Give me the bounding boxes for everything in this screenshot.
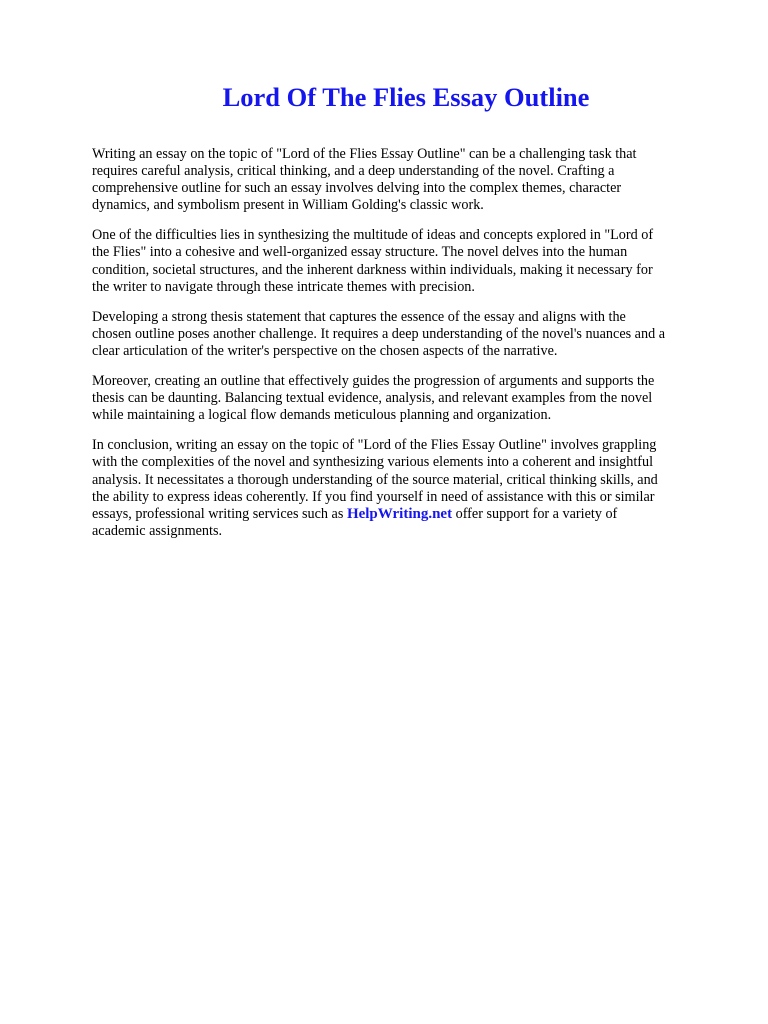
paragraph-2 (92, 227, 724, 295)
paragraph-line: dynamics, and symbolism present in William Golding's classic work. (92, 197, 484, 214)
paragraph-line: One of the difficulties lies in synthesizing the multitude of ideas and concepts explored in "Lord of (92, 227, 654, 244)
paragraph-line: analysis. It necessitates a thorough understanding of the source material, critical thinking skills, and (92, 471, 658, 488)
paragraph-line: In conclusion, writing an essay on the topic of "Lord of the Flies Essay Outline" involves grappling (92, 437, 657, 454)
paragraph-5 (92, 437, 724, 540)
paragraph-line: requires careful analysis, critical thinking, and a deep understanding of the novel. Crafting a (92, 163, 615, 180)
paragraph-line: the writer to navigate through these intricate themes with precision. (92, 278, 475, 295)
link-lead-text: essays, professional writing services such as (92, 505, 347, 522)
paragraph-line: the Flies" into a cohesive and well-organized essay structure. The novel delves into the human (92, 244, 628, 261)
paragraph-line: the ability to express ideas coherently. If you find yourself in need of assistance with this or similar (92, 488, 655, 505)
paragraph-line: while maintaining a logical flow demands meticulous planning and organization. (92, 407, 552, 424)
paragraph-line: Writing an essay on the topic of "Lord of the Flies Essay Outline" can be a challenging task that (92, 146, 637, 162)
paragraph-line: chosen outline poses another challenge. It requires a deep understanding of the novel's nuances and a (92, 325, 666, 342)
essay-body (92, 146, 724, 553)
link-trail-text: offer support for a variety of (452, 505, 618, 522)
paragraph-line-with-link (92, 506, 724, 523)
helpwriting-link[interactable]: HelpWriting.net (346, 505, 453, 522)
paragraph-line: comprehensive outline for such an essay involves delving into the complex themes, character (92, 180, 622, 197)
paragraph-line: thesis can be daunting. Balancing textual evidence, analysis, and relevant examples from the novel (92, 390, 653, 407)
page-title: Lord Of The Flies Essay Outline (222, 82, 590, 112)
paragraph-line: condition, societal structures, and the inherent darkness within individuals, making it necessary for (92, 261, 653, 278)
paragraph-line: clear articulation of the writer's perspective on the chosen aspects of the narrative. (92, 342, 558, 359)
paragraph-line: academic assignments. (92, 522, 223, 539)
paragraph-line: with the complexities of the novel and synthesizing various elements into a coherent and insightful (92, 454, 654, 471)
paragraph-4 (92, 373, 724, 424)
paragraph-line: Developing a strong thesis statement that captures the essence of the essay and aligns with the (92, 308, 626, 325)
paragraph-3 (92, 309, 724, 360)
paragraph-1 (92, 146, 724, 214)
paragraph-line: Moreover, creating an outline that effectively guides the progression of arguments and supports the (92, 373, 655, 390)
